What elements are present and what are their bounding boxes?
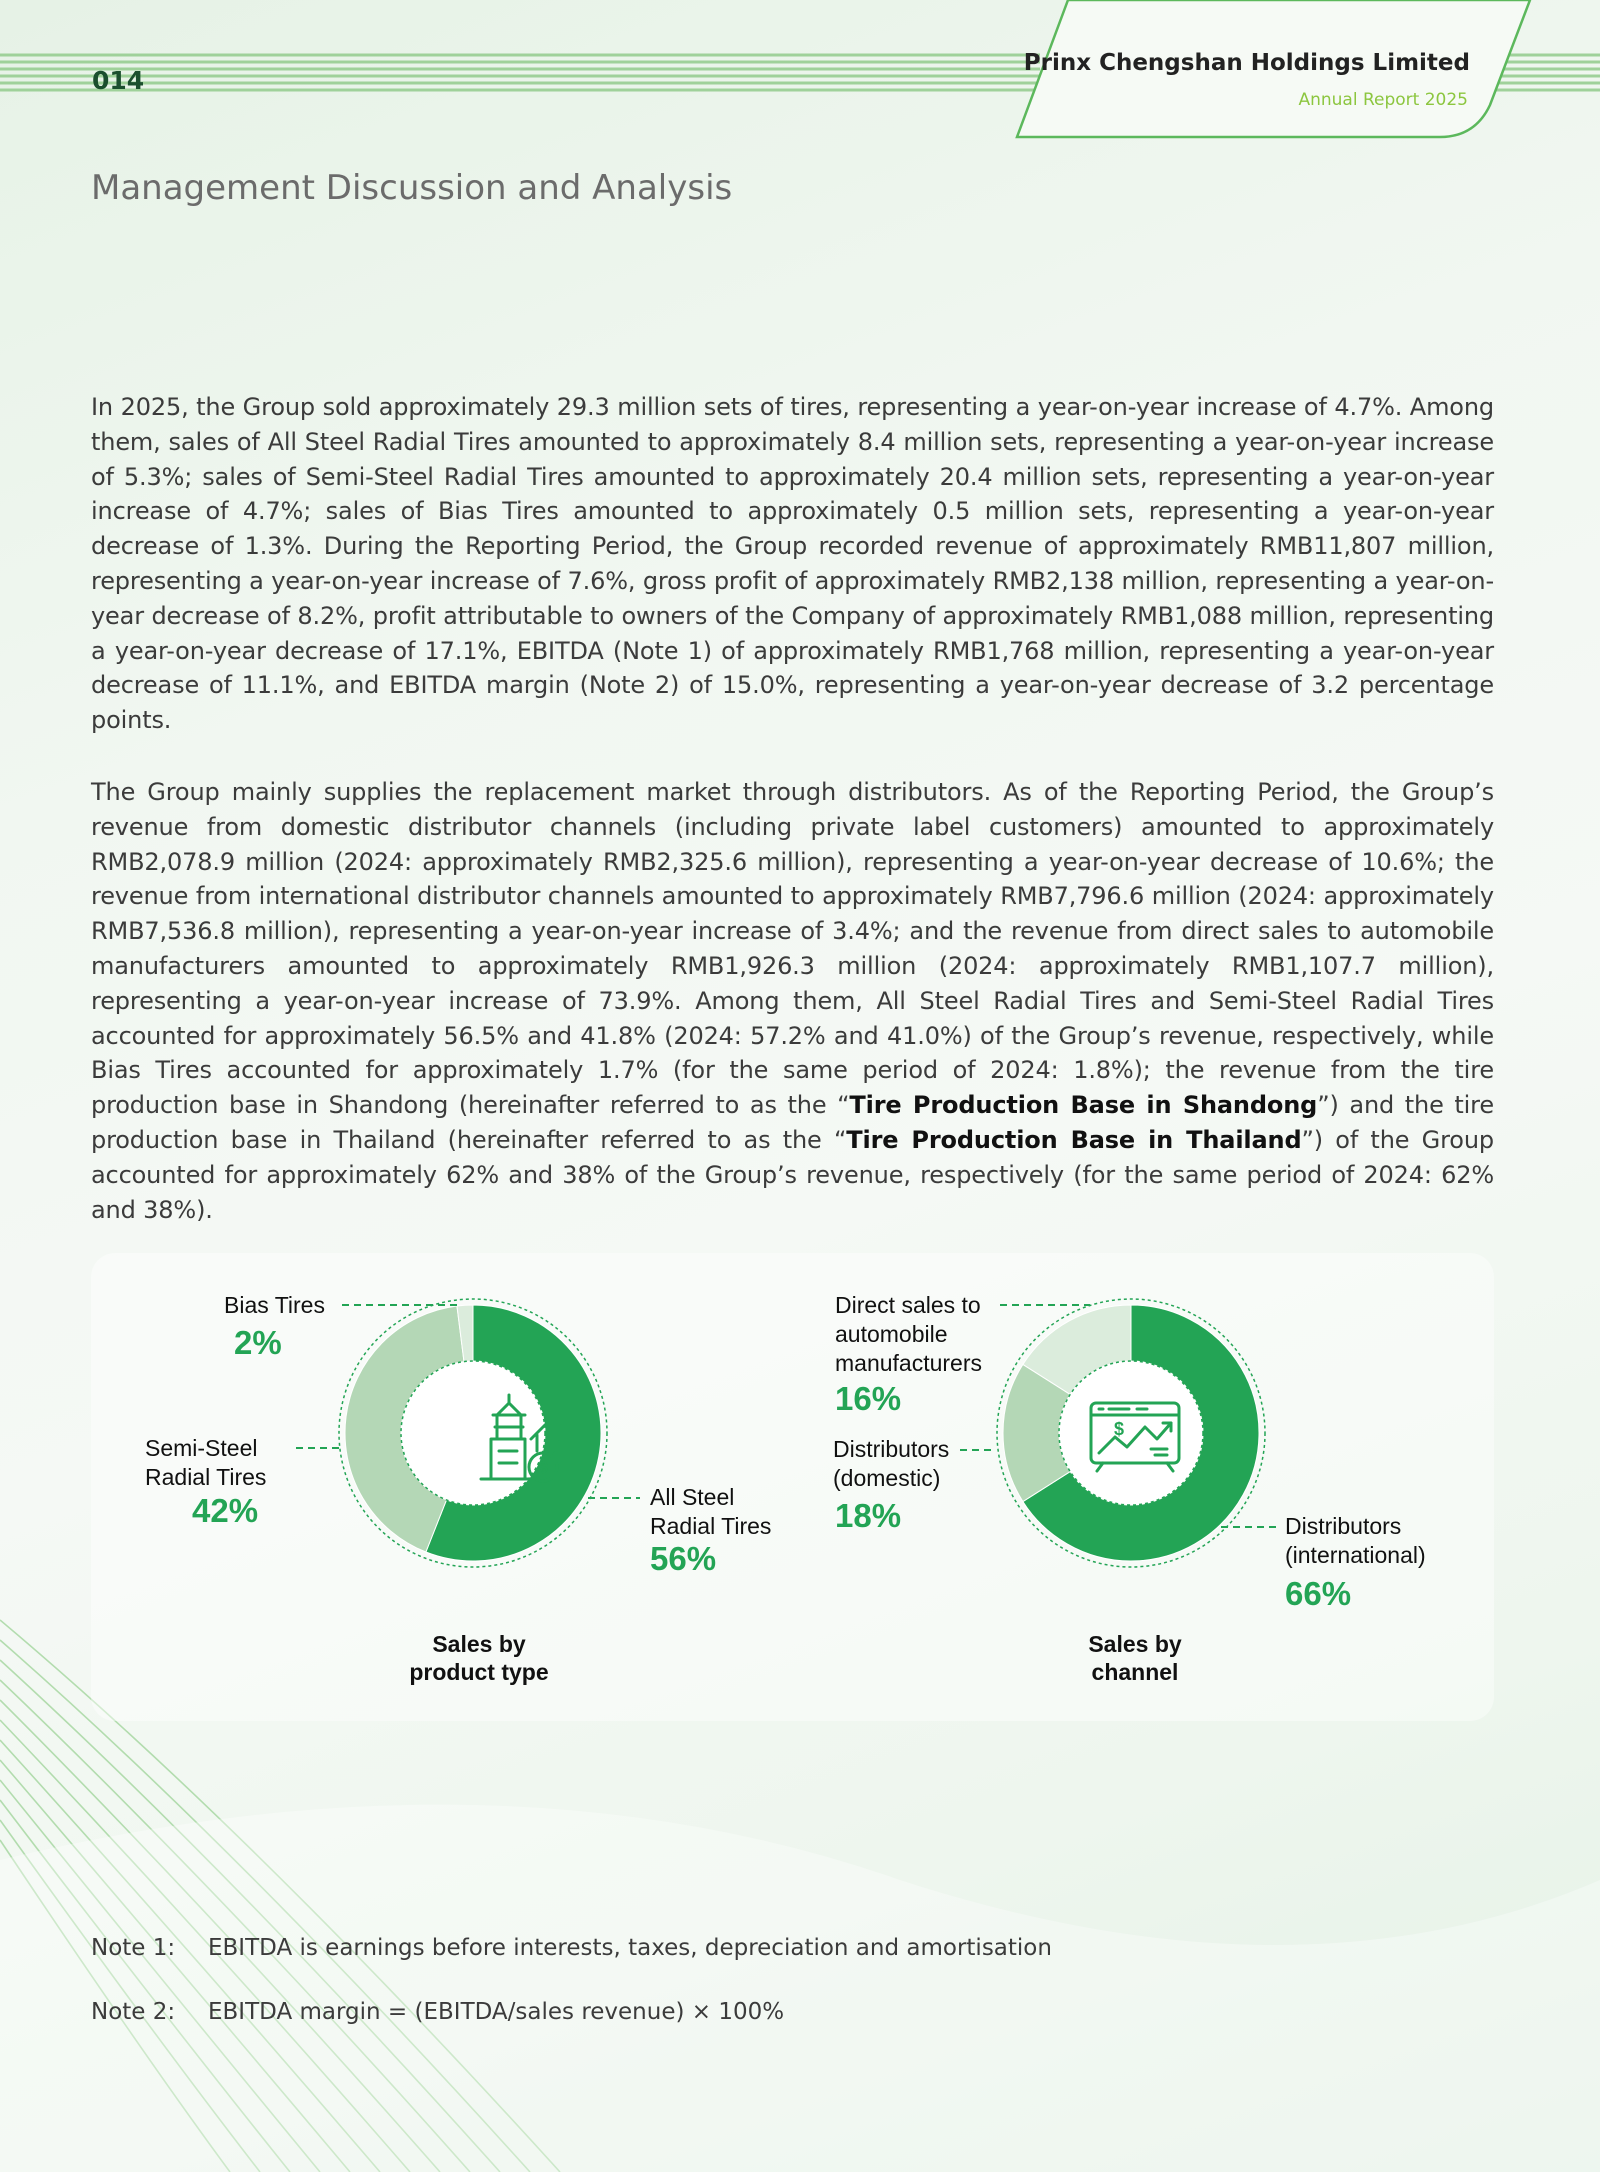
pct-semi-steel: 42% xyxy=(192,1492,259,1529)
donut-chart-product-type xyxy=(339,1299,607,1567)
label-line: manufacturers xyxy=(835,1350,983,1376)
label-line: (international) xyxy=(1285,1542,1426,1568)
label-line: Radial Tires xyxy=(650,1513,772,1539)
pct-distributors-domestic: 18% xyxy=(835,1497,902,1534)
bold-term-shandong: Tire Production Base in Shandong xyxy=(849,1091,1318,1120)
label-line: Semi-Steel xyxy=(145,1435,258,1461)
bold-term-thailand: Tire Production Base in Thailand xyxy=(846,1125,1302,1154)
label-line: (domestic) xyxy=(833,1465,941,1491)
label-line: Distributors xyxy=(833,1436,950,1462)
note-1-label: Note 1: xyxy=(91,1935,176,1961)
chart-title-channel xyxy=(1015,1630,1255,1686)
svg-text:$: $ xyxy=(1113,1419,1125,1439)
title-line: product type xyxy=(409,1659,549,1685)
label-distributors-domestic xyxy=(833,1435,949,1493)
label-semi-steel xyxy=(145,1434,266,1492)
report-title: Annual Report 2025 xyxy=(1298,90,1468,110)
label-all-steel xyxy=(650,1483,771,1541)
page-number: 014 xyxy=(92,66,145,95)
pct-direct-sales: 16% xyxy=(835,1380,902,1417)
svg-text:$: $ xyxy=(538,1458,548,1477)
label-line: All Steel xyxy=(650,1484,735,1510)
chart-title-product-type xyxy=(359,1630,599,1686)
pct-all-steel: 56% xyxy=(650,1540,717,1577)
charts-panel xyxy=(91,1253,1494,1721)
label-line: Direct sales to xyxy=(835,1292,981,1318)
paragraph-revenue-breakdown xyxy=(91,775,1494,1227)
label-line: automobile xyxy=(835,1321,948,1347)
paragraph-text: ”) of the Group accounted for approximately 62% and 38% of the Group’s revenue, respectively (for the same period of 2024: 62% and 38%). xyxy=(91,1125,1494,1224)
donut-center xyxy=(1059,1361,1203,1505)
label-distributors-international xyxy=(1285,1512,1426,1570)
section-title: Management Discussion and Analysis xyxy=(91,168,733,208)
note-2-label: Note 2: xyxy=(91,1999,176,2025)
label-line: Distributors xyxy=(1285,1513,1402,1539)
label-direct-sales xyxy=(835,1291,982,1378)
donut-center xyxy=(401,1361,545,1505)
company-name: Prinx Chengshan Holdings Limited xyxy=(1023,50,1470,76)
title-line: Sales by xyxy=(1088,1631,1182,1657)
paragraph-text: The Group mainly supplies the replacement market through distributors. As of the Reporting Period, the Group’s revenue from domestic distributor channels (including private label customers) amounted to approximately RMB2,078.9 million (2024: approximately RMB2,325.6 million), representing a year-on-year decrease of 10.6%; the revenue from international distributor channels amounted to approximately RMB7,796.6 million (2024: approximately RMB7,536.8 million), representing a year-on-year increase of 3.4%; and the revenue from direct sales to automobile manufacturers amounted to approximately RMB1,926.3 million (2024: approximately RMB1,107.7 million), representing a year-on-year increase of 73.9%. Among them, All Steel Radial Tires and Semi-Steel Radial Tires accounted for approximately 56.5% and 41.8% (2024: 57.2% and 41.0%) of the Group’s revenue, respectively, while Bias Tires accounted for approximately 1.7% (for the same period of 2024: 1.8%); the revenue from the tire production base in Shandong (hereinafter referred to as the “ xyxy=(91,778,1494,1120)
label-bias-tires: Bias Tires xyxy=(224,1292,325,1318)
pct-distributors-international: 66% xyxy=(1285,1575,1352,1612)
paragraph-text: ”) and the tire production base in Thailand (hereinafter referred to as the “ xyxy=(91,1091,1494,1154)
pct-bias-tires: 2% xyxy=(234,1324,282,1361)
note-1-text: EBITDA is earnings before interests, taxes, depreciation and amortisation xyxy=(208,1935,1052,1961)
label-line: Radial Tires xyxy=(145,1464,267,1490)
donut-charts xyxy=(91,1253,1494,1721)
note-2-text: EBITDA margin = (EBITDA/sales revenue) × 100% xyxy=(208,1999,785,2025)
title-line: channel xyxy=(1091,1659,1179,1685)
paragraph-sales-summary: In 2025, the Group sold approximately 29.3 million sets of tires, representing a year-on-year increase of 4.7%. Among them, sales of All Steel Radial Tires amounted to approximately 8.4 million sets, representing a year-on-year increase of 5.3%; sales of Semi-Steel Radial Tires amounted to approximately 20.4 million sets, representing a year-on-year increase of 4.7%; sales of Bias Tires amounted to approximately 0.5 million sets, representing a year-on-year decrease of 1.3%. During the Reporting Period, the Group recorded revenue of approximately RMB11,807 million, representing a year-on-year increase of 7.6%, gross profit of approximately RMB2,138 million, representing a year-on-year decrease of 8.2%, profit attributable to owners of the Company of approximately RMB1,088 million, representing a year-on-year decrease of 17.1%, EBITDA (Note 1) of approximately RMB1,768 million, representing a year-on-year decrease of 11.1%, and EBITDA margin (Note 2) of 15.0%, representing a year-on-year decrease of 3.2 percentage points. xyxy=(91,393,1494,735)
title-line: Sales by xyxy=(432,1631,526,1657)
